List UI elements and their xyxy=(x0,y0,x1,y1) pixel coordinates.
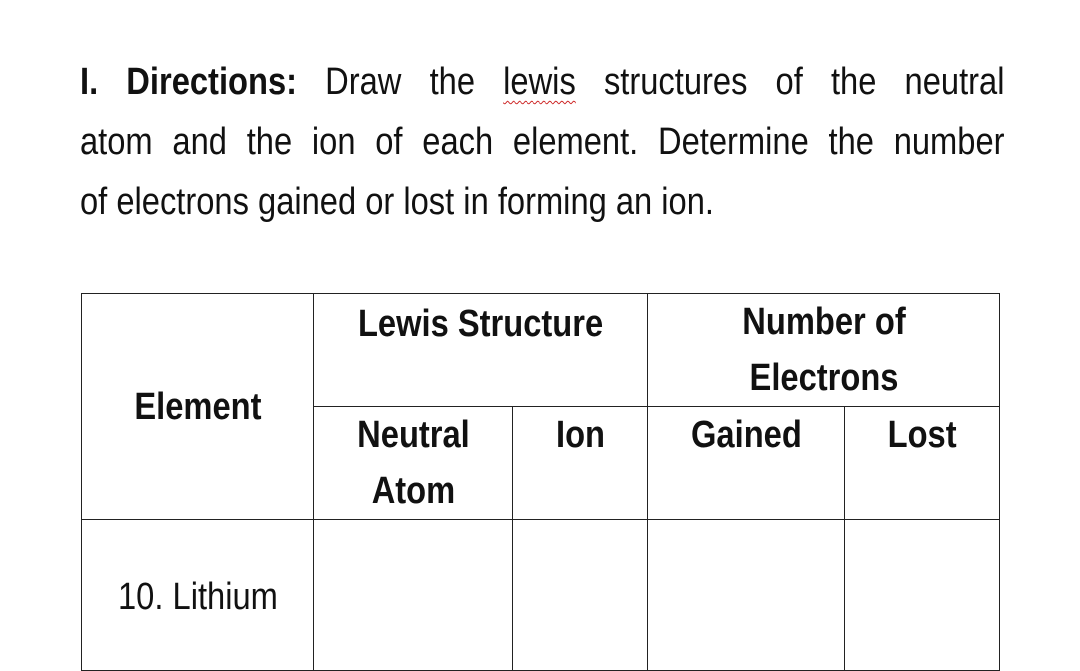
directions-line-2: atom and the ion of each element. Determine the number xyxy=(80,121,1005,163)
header-gained xyxy=(648,407,845,520)
header-gained-label: Gained xyxy=(690,414,802,456)
element-name: 10. Lithium xyxy=(117,576,278,618)
header-neutral-atom xyxy=(314,407,513,520)
header-element-label: Element xyxy=(133,385,262,428)
header-neutral-atom-label xyxy=(357,407,470,519)
header-ion xyxy=(513,407,648,520)
header-row-1 xyxy=(82,294,1000,407)
header-element xyxy=(82,294,314,520)
misspelled-word: lewis xyxy=(503,61,576,103)
table-row xyxy=(82,520,1000,671)
lewis-structure-table xyxy=(81,293,1000,671)
directions-text-end: structures of the neutral xyxy=(603,61,1005,103)
directions-label: I. Directions: xyxy=(80,61,298,103)
cell-ion[interactable] xyxy=(513,520,648,671)
header-lewis-structure xyxy=(314,294,648,407)
header-lost xyxy=(845,407,1000,520)
cell-element xyxy=(82,520,314,671)
header-lost-label: Lost xyxy=(887,414,957,456)
cell-gained[interactable] xyxy=(648,520,845,671)
header-number-of-electrons xyxy=(648,294,1000,407)
directions-line-3: of electrons gained or lost in forming an ion. xyxy=(80,181,714,223)
cell-lost[interactable] xyxy=(845,520,1000,671)
header-neutral-atom-line2: Atom xyxy=(371,470,455,512)
header-ion-label: Ion xyxy=(555,414,605,456)
header-number-of-electrons-label xyxy=(742,294,905,406)
header-number-of-electrons-line2: Electrons xyxy=(749,357,898,399)
directions-text-start: Draw the xyxy=(325,61,475,103)
header-number-of-electrons-line1: Number of xyxy=(741,301,906,343)
directions-line-1 xyxy=(80,52,1005,112)
cell-neutral-atom[interactable] xyxy=(314,520,513,671)
directions-paragraph xyxy=(80,52,1005,232)
header-neutral-atom-line1: Neutral xyxy=(356,414,470,456)
header-lewis-structure-label: Lewis Structure xyxy=(357,303,604,345)
